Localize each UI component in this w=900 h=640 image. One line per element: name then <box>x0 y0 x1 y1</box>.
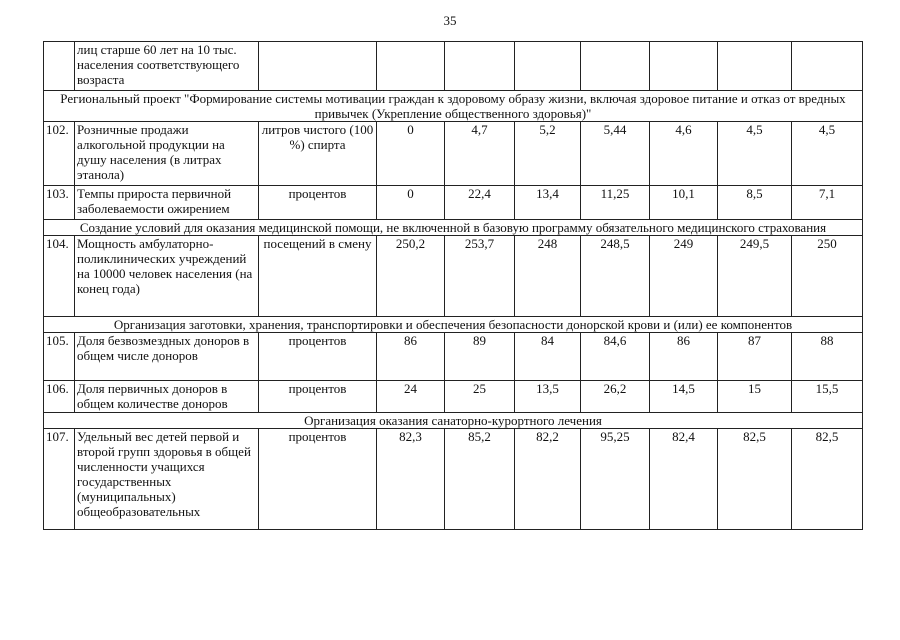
value-cell: 82,3 <box>377 429 445 530</box>
value-cell: 13,4 <box>515 186 581 220</box>
value-cell: 8,5 <box>718 186 792 220</box>
value-cell: 89 <box>445 333 515 381</box>
section-row-donor-blood <box>44 317 863 333</box>
value-cell <box>650 42 718 91</box>
row-number-cell: 103. <box>44 186 75 220</box>
value-cell: 26,2 <box>581 381 650 413</box>
value-cell: 5,44 <box>581 122 650 186</box>
value-cell: 10,1 <box>650 186 718 220</box>
value-cell: 248 <box>515 236 581 317</box>
table-row-103 <box>44 186 863 220</box>
value-cell: 14,5 <box>650 381 718 413</box>
value-cell: 4,6 <box>650 122 718 186</box>
value-cell: 7,1 <box>792 186 863 220</box>
page-number: 35 <box>443 13 457 28</box>
section-heading: Создание условий для оказания медицинской помощи, не включенной в базовую программу обязательного медицинского страхования <box>44 220 863 236</box>
section-heading: Региональный проект "Формирование системы мотивации граждан к здоровому образу жизни, включая здоровое питание и отказ от вредных привычек (Укрепление общественного здоровья)" <box>44 91 863 122</box>
table-row-104 <box>44 236 863 317</box>
value-cell: 82,5 <box>792 429 863 530</box>
value-cell: 22,4 <box>445 186 515 220</box>
indicator-name-cell: Розничные продажи алкогольной продукции на душу населения (в литрах этанола) <box>75 122 259 186</box>
value-cell: 95,25 <box>581 429 650 530</box>
indicator-name-cell: Доля безвозмездных доноров в общем числе доноров <box>75 333 259 381</box>
section-row-sanatorium <box>44 413 863 429</box>
row-number-cell: 107. <box>44 429 75 530</box>
value-cell <box>792 42 863 91</box>
indicators-table <box>43 41 863 530</box>
value-cell <box>445 42 515 91</box>
section-heading: Организация заготовки, хранения, транспортировки и обеспечения безопасности донорской крови и (или) ее компонентов <box>44 317 863 333</box>
section-heading: Организация оказания санаторно-курортного лечения <box>44 413 863 429</box>
value-cell: 86 <box>650 333 718 381</box>
value-cell: 253,7 <box>445 236 515 317</box>
value-cell: 87 <box>718 333 792 381</box>
indicator-name-cell: Темпы прироста первичной заболеваемости ожирением <box>75 186 259 220</box>
value-cell: 4,5 <box>718 122 792 186</box>
value-cell: 82,2 <box>515 429 581 530</box>
value-cell: 250,2 <box>377 236 445 317</box>
value-cell: 250 <box>792 236 863 317</box>
value-cell: 11,25 <box>581 186 650 220</box>
table-row-continued <box>44 42 863 91</box>
value-cell <box>718 42 792 91</box>
row-number-cell: 102. <box>44 122 75 186</box>
value-cell: 13,5 <box>515 381 581 413</box>
value-cell: 0 <box>377 122 445 186</box>
indicator-name-cell: Доля первичных доноров в общем количестве доноров <box>75 381 259 413</box>
value-cell: 25 <box>445 381 515 413</box>
row-number-cell: 105. <box>44 333 75 381</box>
section-row-outside-insurance <box>44 220 863 236</box>
value-cell: 248,5 <box>581 236 650 317</box>
table-row-106 <box>44 381 863 413</box>
table-row-102 <box>44 122 863 186</box>
value-cell: 15 <box>718 381 792 413</box>
unit-cell: процентов <box>259 333 377 381</box>
indicator-name-cell: Удельный вес детей первой и второй групп здоровья в общей численности учащихся государственных (муниципальных) общеобразовательных <box>75 429 259 530</box>
unit-cell <box>259 42 377 91</box>
value-cell: 4,5 <box>792 122 863 186</box>
row-number-cell <box>44 42 75 91</box>
unit-cell: процентов <box>259 381 377 413</box>
value-cell: 86 <box>377 333 445 381</box>
unit-cell: процентов <box>259 429 377 530</box>
table-row-107 <box>44 429 863 530</box>
value-cell: 0 <box>377 186 445 220</box>
indicator-name-cell: лиц старше 60 лет на 10 тыс. населения соответствующего возраста <box>75 42 259 91</box>
value-cell: 5,2 <box>515 122 581 186</box>
value-cell <box>377 42 445 91</box>
row-number-cell: 104. <box>44 236 75 317</box>
row-number-cell: 106. <box>44 381 75 413</box>
value-cell: 15,5 <box>792 381 863 413</box>
unit-cell: процентов <box>259 186 377 220</box>
indicator-name-cell: Мощность амбулаторно-поликлинических учреждений на 10000 человек населения (на конец года) <box>75 236 259 317</box>
value-cell: 84,6 <box>581 333 650 381</box>
unit-cell: литров чистого (100 %) спирта <box>259 122 377 186</box>
value-cell: 82,5 <box>718 429 792 530</box>
value-cell: 4,7 <box>445 122 515 186</box>
table-row-105 <box>44 333 863 381</box>
value-cell: 85,2 <box>445 429 515 530</box>
section-row-healthy-lifestyle <box>44 91 863 122</box>
value-cell: 82,4 <box>650 429 718 530</box>
value-cell: 88 <box>792 333 863 381</box>
value-cell: 84 <box>515 333 581 381</box>
value-cell <box>515 42 581 91</box>
unit-cell: посещений в смену <box>259 236 377 317</box>
value-cell: 249 <box>650 236 718 317</box>
value-cell: 24 <box>377 381 445 413</box>
value-cell: 249,5 <box>718 236 792 317</box>
value-cell <box>581 42 650 91</box>
